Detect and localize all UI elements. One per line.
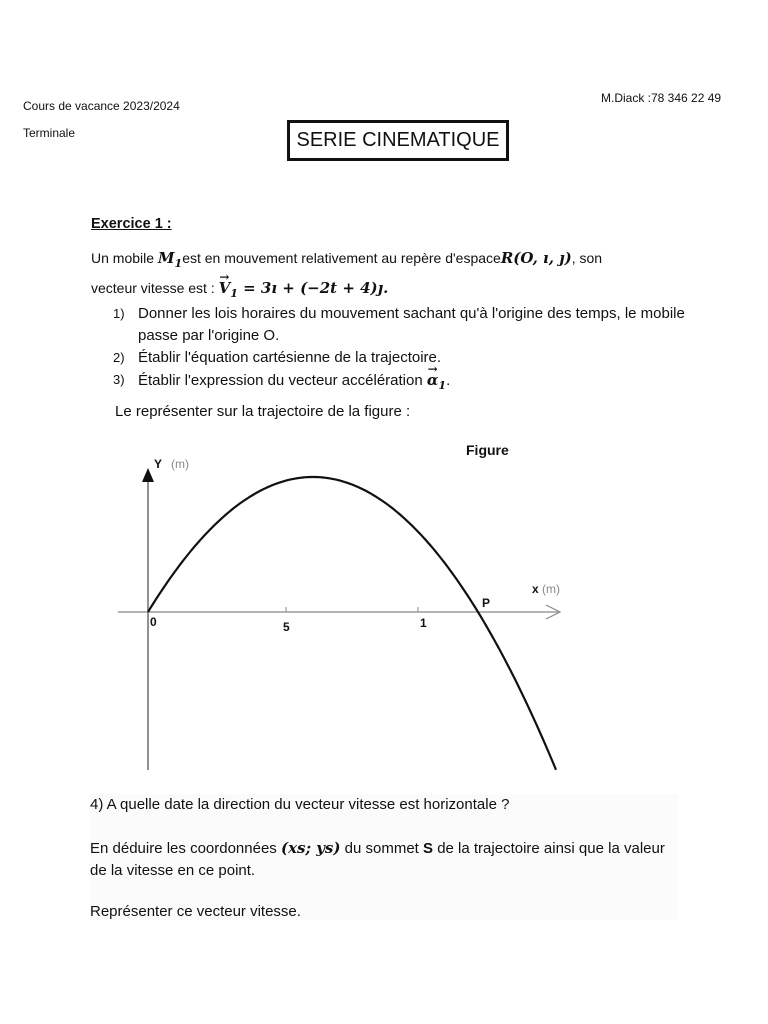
acceleration-symbol: → α [427,369,439,391]
intro-text-1: Un mobile [91,250,158,266]
intro-text-3: , son [571,250,603,266]
mobile-symbol: M [157,249,175,267]
x-axis-label: x [532,582,539,596]
intro-line-2 [91,276,691,306]
exercise-intro [91,246,691,306]
question-text: Établir l'équation cartésienne de la trajectoire. [138,349,442,366]
question-number: 1) [113,306,125,321]
deduce-text-1: En déduire les coordonnées [90,840,281,857]
intro-line-1 [91,246,691,276]
tick-label: 1 [420,616,427,630]
x-axis-unit: (m) [542,582,560,596]
intro-text-2: est en mouvement relativement au repère d'espace [182,250,501,266]
velocity-intro: vecteur vitesse est : [91,279,219,296]
document-title: SERIE CINEMATIQUE [287,120,509,161]
question-item [113,369,693,397]
question-4-line-1: 4) A quelle date la direction du vecteur vitesse est horizontale ? [90,796,510,813]
question-4-line-2 [90,837,678,882]
velocity-subscript: 1 [230,286,238,300]
tick-label: 5 [283,620,290,634]
deduce-text-3: de la trajectoire ainsi que la valeur de la vitesse en ce point. [90,840,665,879]
summit-label: S [423,840,434,857]
question-text: Donner les lois horaires du mouvement sachant qu'à l'origine des temps, le mobile passe par l'origine O. [138,305,685,344]
velocity-expression: = 3ı + (−2t + 4)ȷ. [237,278,389,297]
mobile-subscript: 1 [174,256,183,270]
trajectory-figure [118,440,580,785]
question-item [113,347,693,369]
question-number: 3) [113,372,125,387]
acceleration-subscript: 1 [438,379,447,392]
represent-instruction: Le représenter sur la trajectoire de la figure : [115,403,411,420]
question-list [113,303,693,397]
exercise-title: Exercice 1 : [91,216,172,232]
question-4-block [90,794,678,920]
y-axis-unit: (m) [171,457,189,471]
y-axis-label: Y [154,457,163,471]
course-label: Cours de vacance 2023/2024 [23,99,180,113]
figure-title: Figure [466,442,509,458]
level-label: Terminale [23,126,76,140]
author-contact: M.Diack :78 346 22 49 [601,91,722,105]
question-item [113,303,693,347]
question-text: Établir l'expression du vecteur accélération [138,372,427,389]
velocity-symbol: → V [219,276,231,301]
origin-label: 0 [150,615,157,629]
question-4-line-3: Représenter ce vecteur vitesse. [90,903,301,920]
acceleration-end: . [446,372,451,389]
summit-coordinates: (xs; ys) [280,839,341,857]
deduce-text-2: du sommet [340,840,424,857]
question-number: 2) [113,350,125,365]
point-p-label: P [482,596,491,610]
reference-frame: R(O, ı, ȷ) [500,249,572,267]
